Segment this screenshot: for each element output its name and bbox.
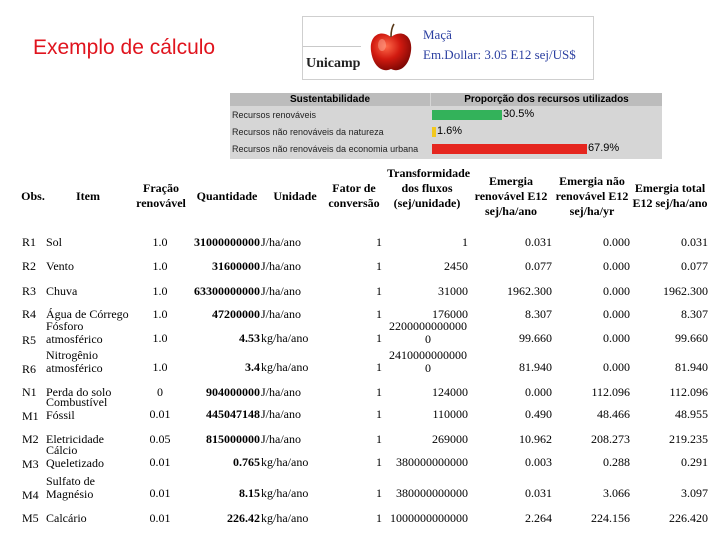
transformity-cell: 1 (462, 235, 468, 249)
nonrenewable-emergy-cell: 3.066 (603, 486, 630, 500)
item-cell: Perda do solo (46, 385, 112, 399)
header-item: Item (76, 189, 100, 203)
total-emergy-cell: 48.955 (675, 407, 708, 421)
quantity-cell: 815000000 (206, 432, 260, 446)
total-emergy-cell: 0.077 (681, 259, 708, 273)
unit-cell: kg/ha/ano (261, 455, 309, 469)
fraction-cell: 1.0 (152, 360, 168, 374)
unit-cell: kg/ha/ano (261, 360, 309, 374)
obs-cell: R1 (22, 235, 37, 249)
conversion-cell: 1 (376, 284, 382, 298)
sustainability-row (230, 141, 662, 157)
fraction-cell: 0.01 (149, 486, 171, 500)
unit-cell: J/ha/ano (261, 235, 301, 249)
header-emergia-nao-renovavel: Emergia não renovável E12 sej/ha/yr (555, 174, 629, 218)
renewable-emergy-cell: 0.000 (525, 385, 552, 399)
fraction-cell: 0.01 (149, 455, 171, 469)
quantity-cell: 226.42 (227, 511, 260, 525)
unit-cell: kg/ha/ano (261, 486, 309, 500)
header-emergia-renovavel: Emergia renovável E12 sej/ha/ano (474, 174, 548, 218)
conversion-cell: 1 (376, 360, 382, 374)
unit-cell: J/ha/ano (261, 385, 301, 399)
transformity-cell: 1000000000000 (390, 511, 468, 525)
quantity-cell: 904000000 (206, 385, 260, 399)
obs-cell: R4 (22, 307, 37, 321)
obs-cell: R3 (22, 284, 37, 298)
conversion-cell: 1 (376, 331, 382, 345)
total-emergy-cell: 1962.300 (663, 284, 708, 298)
obs-cell: N1 (22, 385, 37, 399)
fraction-cell: 0.01 (149, 511, 171, 525)
renewable-emergy-cell: 10.962 (519, 432, 552, 446)
item-cell: Água de Córrego (46, 307, 129, 321)
institution-label: Unicamp (306, 56, 361, 71)
total-emergy-cell: 99.660 (675, 331, 708, 345)
quantity-cell: 3.4 (245, 360, 260, 374)
item-cell: Combustível Fóssil (46, 395, 108, 422)
unit-cell: J/ha/ano (261, 259, 301, 273)
unit-cell: kg/ha/ano (261, 511, 309, 525)
unit-cell: J/ha/ano (261, 307, 301, 321)
emdollar-value: Em.Dollar: 3.05 E12 sej/US$ (423, 47, 576, 62)
conversion-cell: 1 (376, 511, 382, 525)
item-cell: Sol (46, 235, 63, 249)
transformity-cell: 24100000000000 (389, 348, 467, 375)
unit-cell: J/ha/ano (261, 284, 301, 298)
obs-cell: M4 (22, 488, 39, 502)
conversion-cell: 1 (376, 455, 382, 469)
nonrenewable-emergy-cell: 224.156 (591, 511, 630, 525)
sustainability-label: Recursos não renováveis da economia urbana (232, 144, 419, 154)
transformity-cell: 110000 (432, 407, 468, 421)
header-transformidade: Transformidade dos fluxos (sej/unidade) (387, 166, 471, 210)
conversion-cell: 1 (376, 407, 382, 421)
renewable-emergy-cell: 8.307 (525, 307, 552, 321)
sustainability-label: Recursos renováveis (232, 110, 317, 120)
sustainability-bar (432, 127, 436, 137)
header-quantidade: Quantidade (196, 189, 258, 203)
quantity-cell: 0.765 (233, 455, 260, 469)
quantity-cell: 31000000000 (194, 235, 260, 249)
unit-cell: kg/ha/ano (261, 331, 309, 345)
item-cell: Eletricidade (46, 432, 104, 446)
sustainability-label: Recursos não renováveis da natureza (232, 127, 384, 137)
transformity-cell: 380000000000 (396, 486, 468, 500)
obs-cell: M1 (22, 409, 39, 423)
quantity-cell: 47200000 (212, 307, 260, 321)
header-unidade: Unidade (273, 189, 317, 203)
sustainability-percent: 30.5% (503, 108, 535, 120)
nonrenewable-emergy-cell: 0.000 (603, 307, 630, 321)
page-title: Exemplo de cálculo (33, 36, 216, 59)
renewable-emergy-cell: 0.077 (525, 259, 552, 273)
sustainability-percent: 1.6% (437, 125, 463, 137)
total-emergy-cell: 81.940 (675, 360, 708, 374)
obs-cell: R5 (22, 333, 37, 347)
nonrenewable-emergy-cell: 48.466 (597, 407, 630, 421)
transformity-cell: 31000 (438, 284, 468, 298)
fraction-cell: 1.0 (152, 331, 168, 345)
renewable-emergy-cell: 1962.300 (507, 284, 552, 298)
item-cell: Calcário (46, 511, 87, 525)
transformity-cell: 124000 (432, 385, 468, 399)
renewable-emergy-cell: 2.264 (525, 511, 552, 525)
nonrenewable-emergy-cell: 112.096 (591, 385, 630, 399)
renewable-emergy-cell: 0.003 (525, 455, 552, 469)
total-emergy-cell: 0.291 (681, 455, 708, 469)
transformity-cell: 380000000000 (396, 455, 468, 469)
sustainability-row (230, 124, 662, 140)
total-emergy-cell: 0.031 (681, 235, 708, 249)
transformity-cell: 2450 (444, 259, 468, 273)
quantity-cell: 31600000 (212, 259, 260, 273)
nonrenewable-emergy-cell: 0.000 (603, 360, 630, 374)
sustainability-bar (432, 144, 587, 154)
nonrenewable-emergy-cell: 0.000 (603, 331, 630, 345)
quantity-cell: 445047148 (206, 407, 260, 421)
renewable-emergy-cell: 0.031 (525, 486, 552, 500)
conversion-cell: 1 (376, 432, 382, 446)
item-cell: Fósforo atmosférico (46, 319, 103, 346)
conversion-cell: 1 (376, 486, 382, 500)
proportion-header: Proporção dos recursos utilizados (431, 93, 662, 106)
item-cell: Chuva (46, 284, 78, 298)
total-emergy-cell: 219.235 (669, 432, 708, 446)
item-cell: Nitrogênio atmosférico (46, 348, 103, 375)
total-emergy-cell: 8.307 (681, 307, 708, 321)
total-emergy-cell: 226.420 (669, 511, 708, 525)
header-fator: Fator de conversão (328, 181, 380, 210)
obs-cell: M3 (22, 457, 39, 471)
fraction-cell: 0.01 (149, 407, 171, 421)
header-fracao: Fração renovável (136, 181, 186, 210)
obs-cell: M2 (22, 432, 39, 446)
sustainability-row (230, 107, 662, 123)
unit-cell: J/ha/ano (261, 432, 301, 446)
transformity-cell: 22000000000000 (389, 319, 467, 346)
sustainability-panel (230, 93, 662, 159)
quantity-cell: 63300000000 (194, 284, 260, 298)
unit-cell: J/ha/ano (261, 407, 301, 421)
fraction-cell: 0 (157, 385, 163, 399)
fraction-cell: 1.0 (152, 307, 168, 321)
obs-cell: M5 (22, 511, 39, 525)
fraction-cell: 0.05 (149, 432, 171, 446)
conversion-cell: 1 (376, 307, 382, 321)
conversion-cell: 1 (376, 235, 382, 249)
nonrenewable-emergy-cell: 0.000 (603, 259, 630, 273)
sustainability-bar (432, 110, 502, 120)
fraction-cell: 1.0 (152, 235, 168, 249)
nonrenewable-emergy-cell: 0.000 (603, 284, 630, 298)
total-emergy-cell: 112.096 (669, 385, 708, 399)
renewable-emergy-cell: 0.031 (525, 235, 552, 249)
nonrenewable-emergy-cell: 0.000 (603, 235, 630, 249)
transformity-cell: 269000 (432, 432, 468, 446)
nonrenewable-emergy-cell: 0.288 (603, 455, 630, 469)
conversion-cell: 1 (376, 385, 382, 399)
fraction-cell: 1.0 (152, 259, 168, 273)
item-cell: Vento (46, 259, 74, 273)
quantity-cell: 8.15 (239, 486, 260, 500)
item-cell: Sulfato de Magnésio (46, 474, 95, 501)
card-divider (303, 46, 361, 47)
quantity-cell: 4.53 (239, 331, 260, 345)
obs-cell: R2 (22, 259, 37, 273)
renewable-emergy-cell: 81.940 (519, 360, 552, 374)
transformity-cell: 176000 (432, 307, 468, 321)
product-name: Maçã (423, 27, 452, 42)
item-cell: Cálcio Queletizado (46, 443, 104, 470)
header-obs: Obs. (21, 189, 45, 203)
total-emergy-cell: 3.097 (681, 486, 708, 500)
conversion-cell: 1 (376, 259, 382, 273)
sustainability-percent: 67.9% (588, 142, 620, 154)
product-card (302, 16, 594, 80)
renewable-emergy-cell: 0.490 (525, 407, 552, 421)
header-emergia-total: Emergia total E12 sej/ha/ano (632, 181, 708, 210)
fraction-cell: 1.0 (152, 284, 168, 298)
obs-cell: R6 (22, 362, 37, 376)
nonrenewable-emergy-cell: 208.273 (591, 432, 630, 446)
apple-icon (367, 23, 415, 75)
renewable-emergy-cell: 99.660 (519, 331, 552, 345)
sustainability-header: Sustentabilidade (230, 93, 430, 106)
